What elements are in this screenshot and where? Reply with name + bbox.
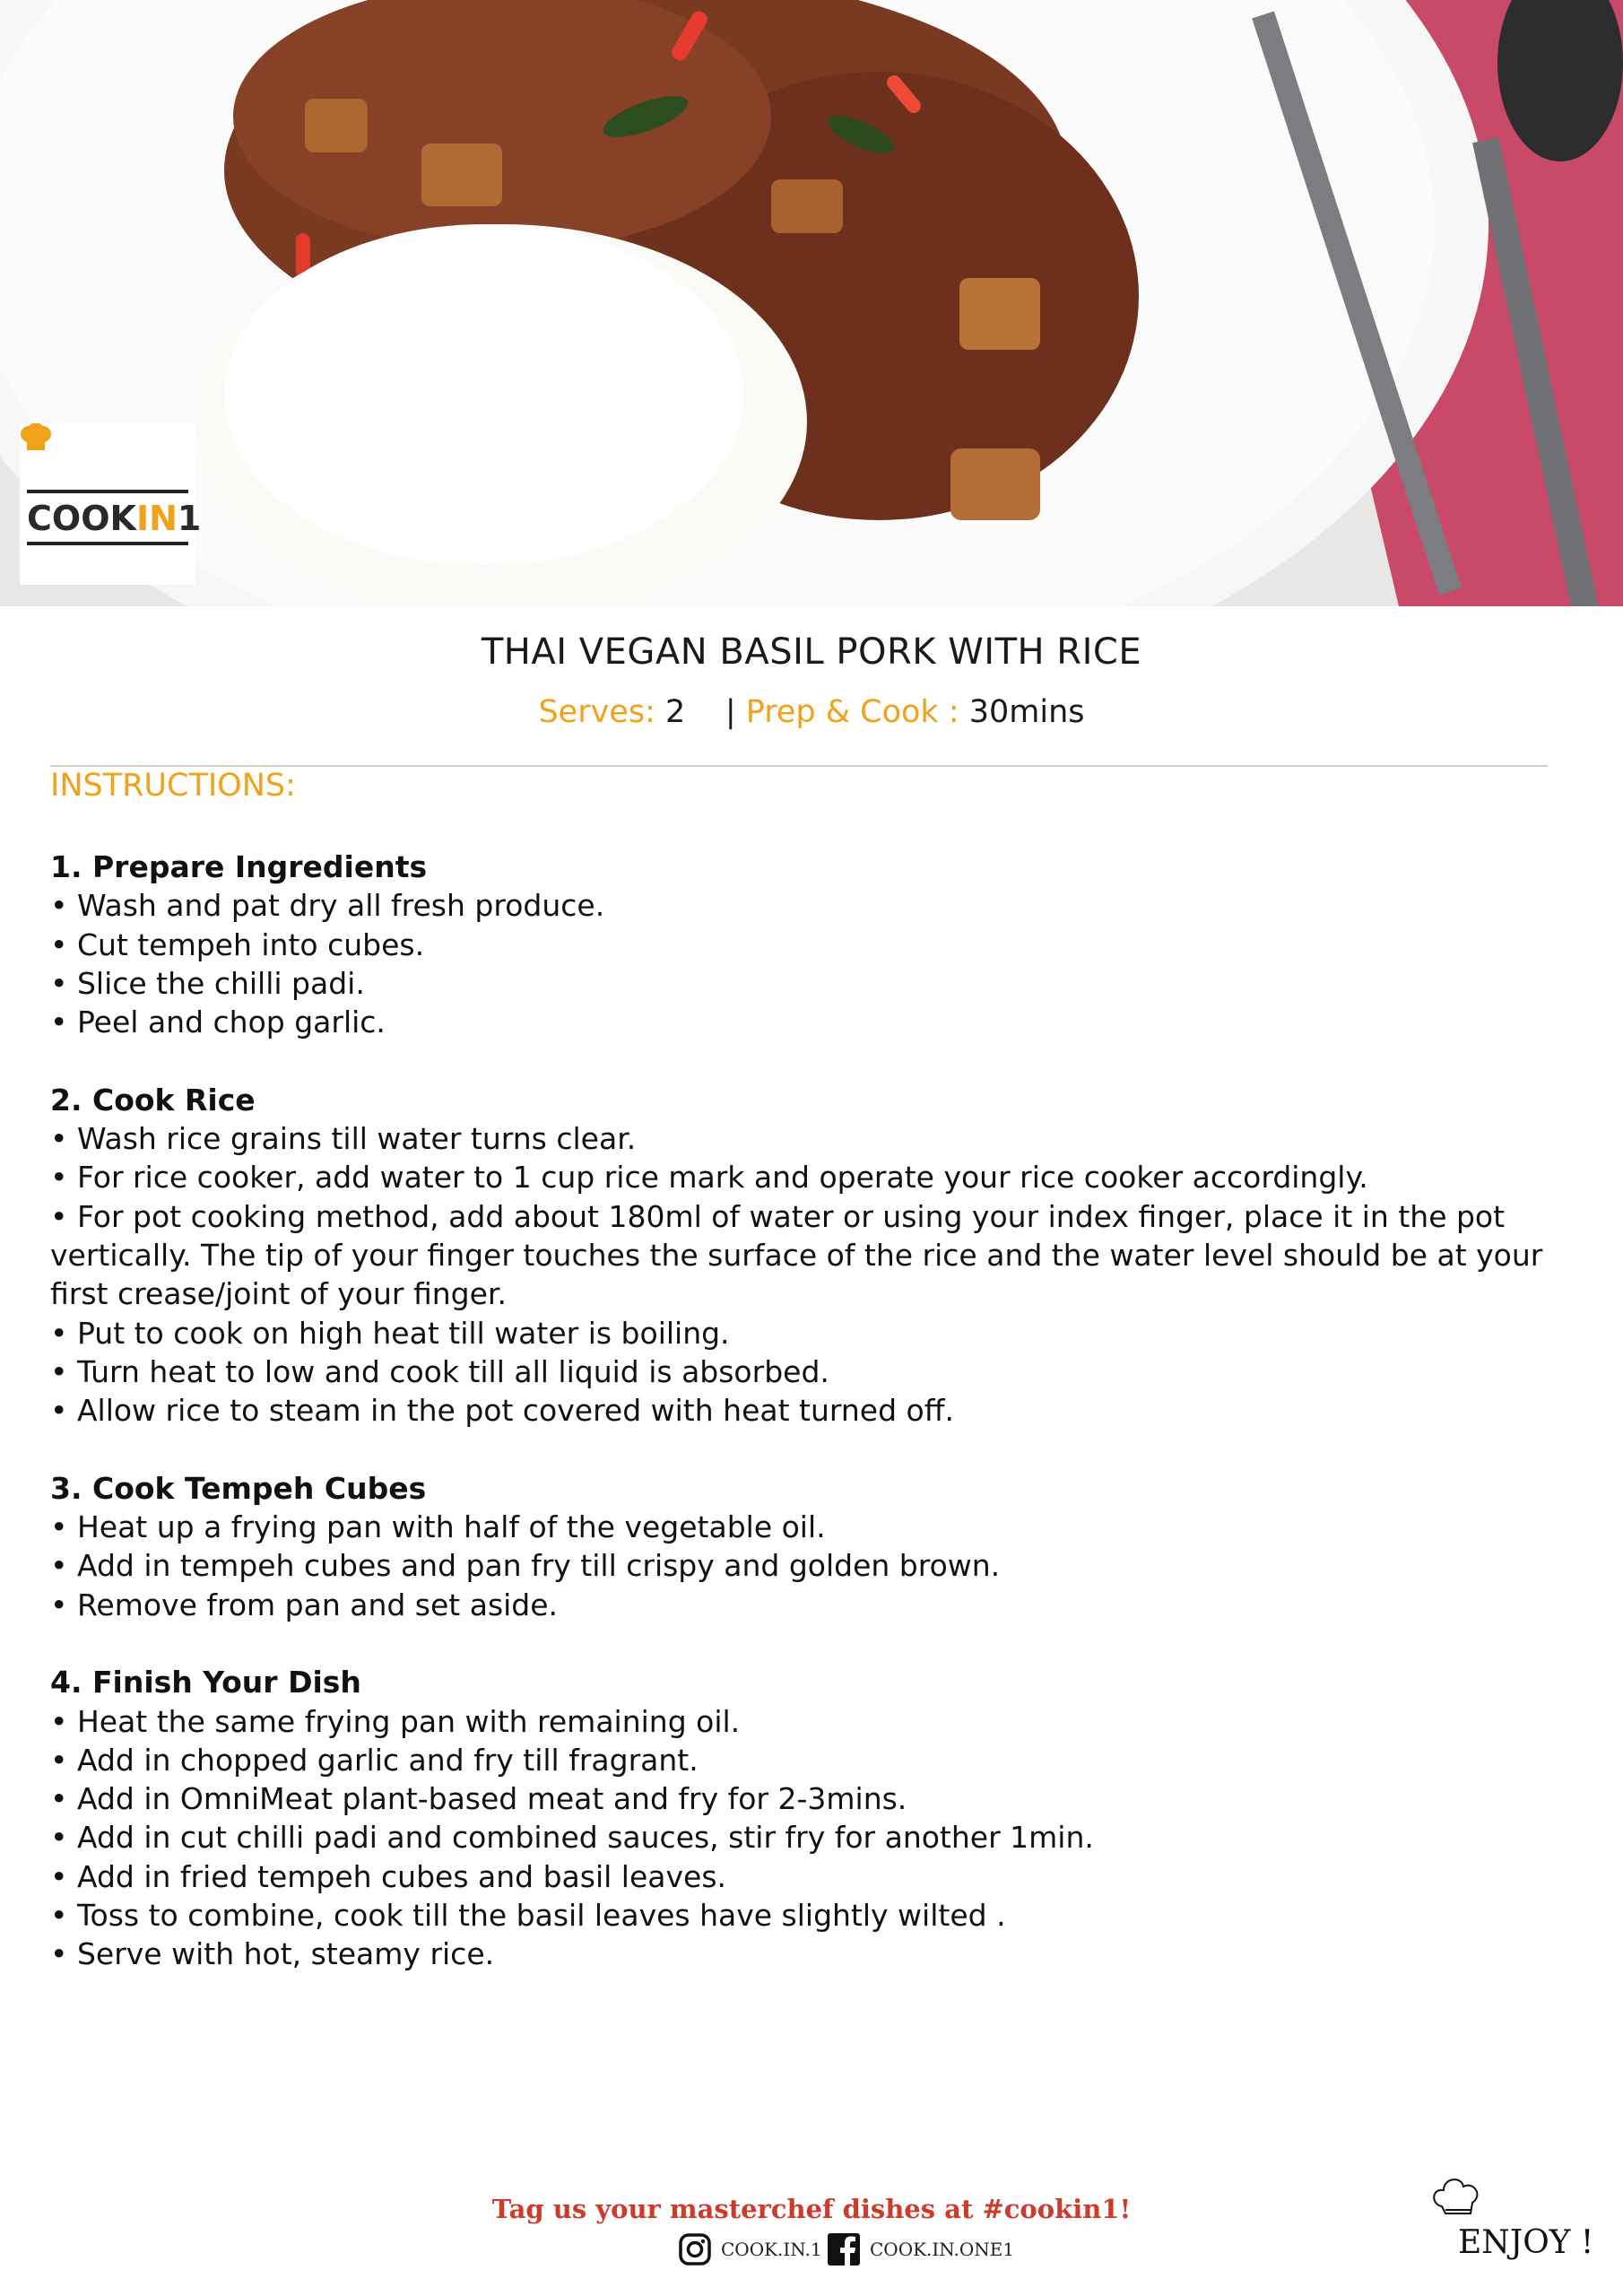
logo-rule-bottom	[27, 542, 188, 545]
step-bullet: • For pot cooking method, add about 180ml of water or using your index finger, place it in the pot vertically. The tip of your finger touches the surface of the rice and the water level should be at your first crease/joint of your finger.	[50, 1198, 1543, 1312]
step-bullet: • Turn heat to low and cook till all liquid is absorbed.	[50, 1353, 829, 1389]
chef-hat-icon	[20, 423, 52, 454]
step-4	[50, 1663, 1566, 1973]
step-3	[50, 1469, 1566, 1624]
step-2	[50, 1081, 1566, 1431]
step-bullet: • Wash rice grains till water turns clear.	[50, 1121, 637, 1157]
instagram-icon	[678, 2232, 712, 2266]
logo-rule-top	[27, 490, 188, 493]
step-bullet: • Peel and chop garlic.	[50, 1004, 386, 1040]
step-bullet: • Put to cook on high heat till water is boiling.	[50, 1315, 730, 1351]
step-title: 4. Finish Your Dish	[50, 1665, 361, 1700]
step-bullet: • Serve with hot, steamy rice.	[50, 1936, 495, 1972]
step-bullet: • Heat up a frying pan with half of the vegetable oil.	[50, 1509, 826, 1545]
step-title: 3. Cook Tempeh Cubes	[50, 1470, 427, 1506]
facebook-label: COOK.IN.ONE1	[870, 2239, 1015, 2260]
step-bullet: • Heat the same frying pan with remaining oil.	[50, 1703, 741, 1739]
section-divider	[50, 765, 1548, 767]
instagram-label: COOK.IN.1	[721, 2239, 822, 2260]
step-bullet: • Add in tempeh cubes and pan fry till crispy and golden brown.	[50, 1548, 1001, 1584]
step-bullet: • Add in chopped garlic and fry till fragrant.	[50, 1742, 699, 1778]
time-value: 30mins	[968, 694, 1085, 730]
step-bullet: • Allow rice to steam in the pot covered with heat turned off.	[50, 1393, 954, 1429]
instructions-heading: INSTRUCTIONS:	[50, 768, 296, 804]
serves-label: Serves:	[538, 694, 655, 730]
step-bullet: • Remove from pan and set aside.	[50, 1587, 559, 1622]
instructions-body	[50, 848, 1566, 2013]
step-bullet: • Cut tempeh into cubes.	[50, 926, 425, 962]
step-title: 2. Cook Rice	[50, 1082, 256, 1118]
step-bullet: • Add in cut chilli padi and combined sauces, stir fry for another 1min.	[50, 1820, 1094, 1856]
hero-photo	[0, 0, 1623, 606]
brand-logo	[20, 423, 202, 585]
step-bullet: • Add in OmniMeat plant-based meat and fry for 2-3mins.	[50, 1781, 907, 1817]
recipe-meta	[0, 694, 1623, 730]
dish-illustration	[0, 0, 1623, 606]
serves-value: 2	[665, 694, 686, 730]
enjoy-text: ENJOY !	[1458, 2224, 1594, 2261]
time-label: Prep & Cook :	[745, 694, 959, 730]
step-bullet: • Slice the chilli padi.	[50, 965, 365, 1001]
step-title: 1. Prepare Ingredients	[50, 849, 428, 884]
recipe-title: THAI VEGAN BASIL PORK WITH RICE	[481, 631, 1142, 673]
step-bullet: • Wash and pat dry all fresh produce.	[50, 888, 605, 924]
facebook-icon	[827, 2232, 861, 2266]
step-bullet: • Toss to combine, cook till the basil leaves have slightly wilted .	[50, 1898, 1006, 1934]
step-1	[50, 848, 1566, 1041]
logo-wordmark: COOKIN1	[27, 499, 202, 538]
enjoy-signoff	[1426, 2170, 1605, 2269]
meta-separator: |	[725, 694, 736, 730]
step-bullet: • Add in fried tempeh cubes and basil leaves.	[50, 1858, 727, 1894]
footer-tagline: Tag us your masterchef dishes at #cookin1!	[491, 2194, 1132, 2224]
facebook-handle[interactable]	[827, 2231, 1014, 2267]
step-bullet: • For rice cooker, add water to 1 cup rice mark and operate your rice cooker accordingly.	[50, 1160, 1368, 1196]
instagram-handle[interactable]	[678, 2231, 822, 2267]
